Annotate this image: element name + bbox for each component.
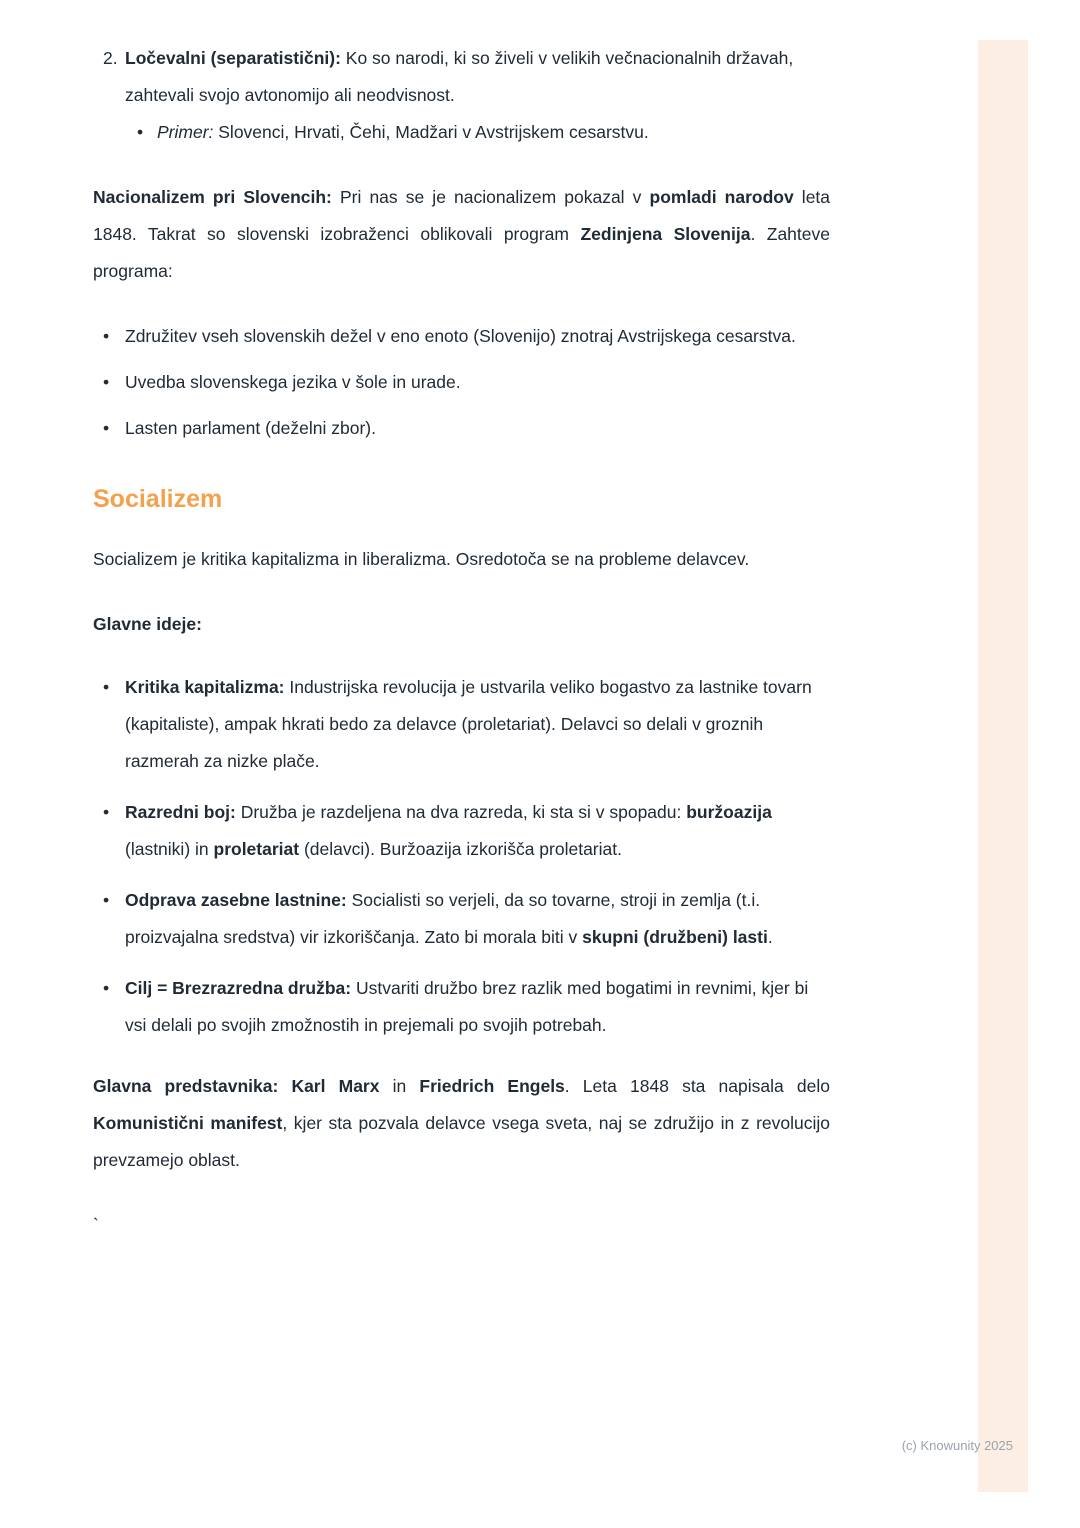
list-item-body [125,40,830,151]
bullet-item [93,364,830,401]
idea-item [93,794,830,868]
notes-content [93,40,830,1244]
idea-text: • Cilj = Brezrazredna družba: Ustvariti družbo brez razlik med bogatimi in revnimi, kjer bi vsi delali po svojih zmožnostih in prejemali po svojih potrebah. [125,978,809,1035]
idea-text: • Razredni boj: Družba je razdeljena na dva razreda, ki sta si v spopadu: buržoazija (lastniki) in proletariat (delavci). Buržoazija izkorišča proletariat. [125,802,772,859]
program-demands-list [93,318,830,447]
idea-text: • Kritika kapitalizma: Industrijska revolucija je ustvarila veliko bogastvo za lastnike tovarn (kapitaliste), ampak hkrati bedo za delavce (proletariat). Delavci so delali v groznih razmerah za nizke plače. [125,677,812,771]
main-ideas-label: Glavne ideje: [93,614,202,634]
stray-character: ` [93,1215,99,1235]
page-edge-stripe [978,40,1028,1492]
idea-item [93,970,830,1044]
bullet-text: • Uvedba slovenskega jezika v šole in urade. [125,372,461,392]
paragraph-nacionalizem-pri-slovencih: Nacionalizem pri Slovencih: Pri nas se je nacionalizem pokazal v pomladi narodov leta 1848. Takrat so slovenski izobraženci oblikovali program Zedinjena Slovenija. Zahteve programa: [93,187,831,281]
sub-bullet-item [125,114,830,151]
idea-text: • Odprava zasebne lastnine: Socialisti so verjeli, da so tovarne, stroji in zemlja (t.i. proizvajalna sredstva) vir izkoriščanja. Zato bi morala biti v skupni (družbeni) lasti. [125,890,773,947]
nationalism-section [93,40,830,447]
idea-item [93,669,830,780]
section-heading-socializem: Socializem [93,485,223,513]
numbered-list-item [93,40,830,151]
sub-bullet-text: • Primer: Slovenci, Hrvati, Čehi, Madžari v Avstrijskem cesarstvu. [157,122,649,142]
socialism-section [93,483,830,1244]
main-ideas-list [93,669,830,1044]
bullet-item [93,410,830,447]
footer-credit: (c) Knowunity 2025 [901,1438,1013,1453]
idea-item [93,882,830,956]
bullet-item [93,318,830,355]
socialism-intro-paragraph: Socializem je kritika kapitalizma in liberalizma. Osredotoča se na probleme delavcev. [93,549,750,569]
numbered-item-text: Ločevalni (separatistični): Ko so narodi, ki so živeli v velikih večnacionalnih državah, zahtevali svojo avtonomijo ali neodvisnost. [125,48,794,105]
bullet-text: • Združitev vseh slovenskih dežel v eno enoto (Slovenijo) znotraj Avstrijskega cesarstva. [125,326,796,346]
example-sublist [125,114,830,151]
bullet-text: • Lasten parlament (deželni zbor). [125,418,376,438]
representatives-paragraph: Glavna predstavnika: Karl Marx in Friedrich Engels. Leta 1848 sta napisala delo Komunistični manifest, kjer sta pozvala delavce vsega sveta, naj se združijo in z revolucijo prevzamejo oblast. [93,1076,830,1170]
list-item-number: 2. [103,48,118,68]
